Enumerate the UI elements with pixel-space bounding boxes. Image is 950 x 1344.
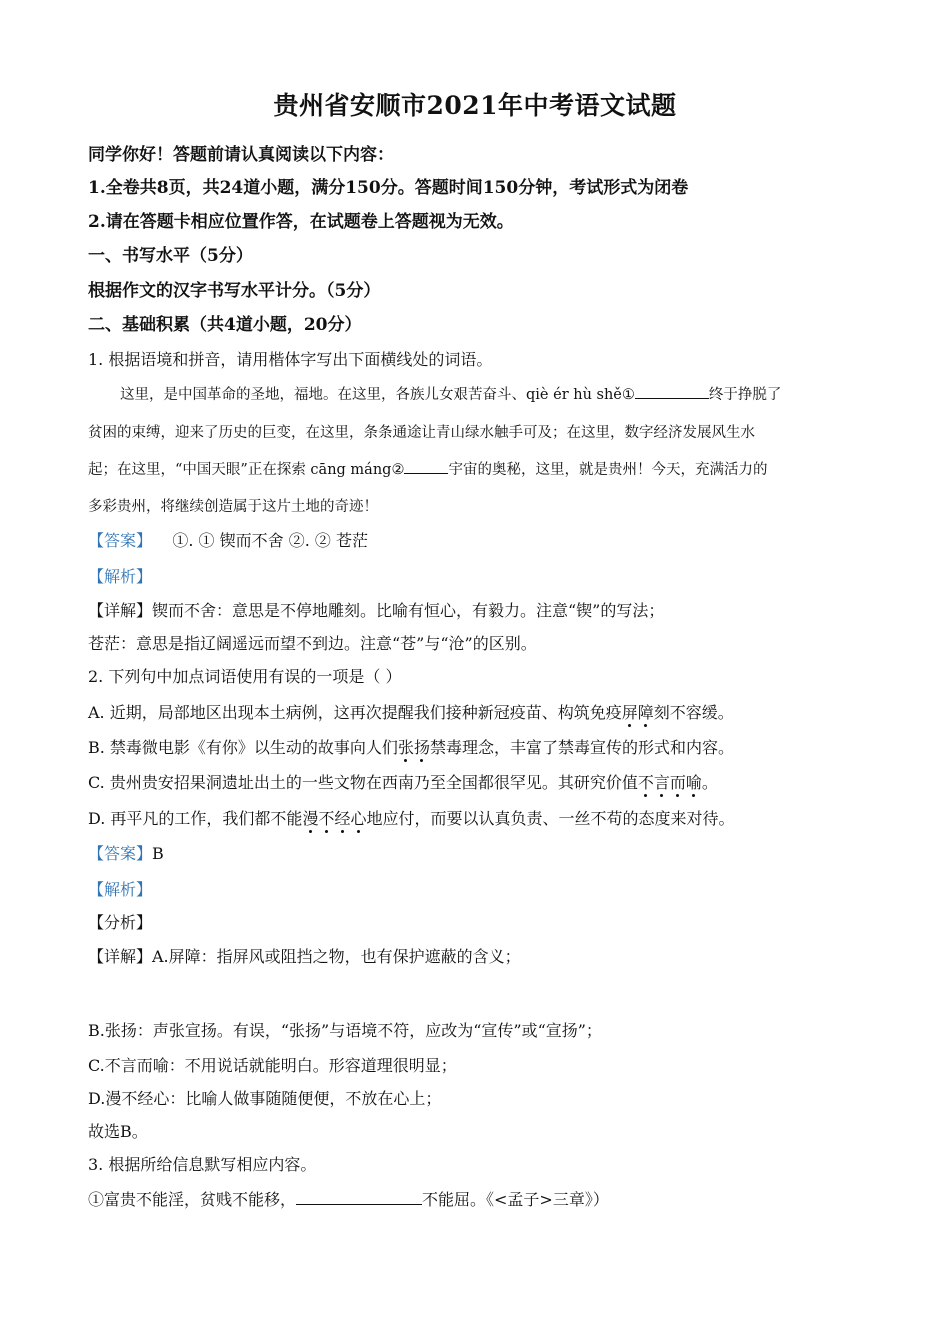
dotted-char: 而 <box>669 773 686 792</box>
answer-blank-1 <box>635 384 709 399</box>
answer-text: B <box>152 844 164 863</box>
q2-analysis-tag: 【解析】 <box>88 880 153 899</box>
dotted-char: 言 <box>653 773 670 792</box>
q1-passage-text: 终于挣脱了 <box>708 387 782 403</box>
q1-analysis-tag: 【解析】 <box>88 567 153 586</box>
blank-marker-1: ① <box>621 387 635 403</box>
dotted-char: 障 <box>637 703 654 722</box>
q2-option-c <box>88 772 718 794</box>
q1-passage-line-2: 贫困的束缚，迎来了历史的巨变，在这里，条条通途让青山绿水触手可及；在这里，数字经济发展风生水 <box>88 425 755 441</box>
q3-text: 不能屈。《<孟子>三章》） <box>422 1190 609 1209</box>
q3-stem: 3. 根据所给信息默写相应内容。 <box>88 1155 317 1174</box>
dotted-char: 喻 <box>685 773 702 792</box>
option-text: B. 禁毒微电影《有你》以生动的故事向人们 <box>88 738 398 757</box>
q1-passage-text: 这里，是中国革命的圣地，福地。在这里，各族儿女艰苦奋斗、qiè ér hù shě <box>120 387 622 403</box>
q1-passage-line-3 <box>88 459 767 481</box>
answer-blank-3 <box>296 1190 422 1205</box>
intro-rule-2: 2.请在答题卡相应位置作答，在试题卷上答题视为无效。 <box>88 212 514 232</box>
dotted-char: 不 <box>637 773 654 792</box>
q2-detail-1: 【详解】A.屏障：指屏风或阻挡之物，也有保护遮蔽的含义； <box>88 947 521 966</box>
q1-passage-text: 宇宙的奥秘，这里，就是贵州！今天，充满活力的 <box>448 462 768 478</box>
q1-passage-text: 起；在这里，“中国天眼”正在探索 cāng máng <box>88 462 392 478</box>
option-text: 刻不容缓。 <box>653 703 734 722</box>
q1-passage-line-4: 多彩贵州，将继续创造属于这片土地的奇迹！ <box>88 499 378 515</box>
q1-stem: 1. 根据语境和拼音，请用楷体字写出下面横线处的词语。 <box>88 350 493 369</box>
q3-line-1 <box>88 1189 609 1211</box>
q2-fenxi-tag: 【分析】 <box>88 913 153 932</box>
option-text: A. 近期，局部地区出现本土病例，这再次提醒我们接种新冠疫苗、构筑免疫 <box>88 703 622 722</box>
dotted-char: 心 <box>350 809 367 828</box>
q1-answer <box>88 530 368 552</box>
q2-answer <box>88 843 164 865</box>
q1-detail-2: 苍茫：意思是指辽阔遥远而望不到边。注意“苍”与“沧”的区别。 <box>88 634 537 653</box>
option-text: 。 <box>701 773 718 792</box>
page-title: 贵州省安顺市2021年中考语文试题 <box>273 91 677 120</box>
q2-option-b <box>88 737 734 759</box>
dotted-char: 扬 <box>413 738 430 757</box>
section-1-text: 根据作文的汉字书写水平计分。（5分） <box>88 281 381 301</box>
option-text: D. 再平凡的工作，我们都不能 <box>88 809 303 828</box>
q2-stem: 2. 下列句中加点词语使用有误的一项是（ ） <box>88 667 402 686</box>
q2-option-d <box>88 808 735 830</box>
q2-detail-5: 故选B。 <box>88 1122 148 1141</box>
answer-text: ①. ① 锲而不舍 ②. ② 苍茫 <box>172 531 368 550</box>
section-2-heading: 二、基础积累（共4道小题，20分） <box>88 315 362 335</box>
q1-detail-1: 【详解】锲而不舍：意思是不停地雕刻。比喻有恒心，有毅力。注意“锲”的写法； <box>88 601 665 620</box>
section-1-heading: 一、书写水平（5分） <box>88 246 253 266</box>
dotted-char: 经 <box>334 809 351 828</box>
dotted-char: 张 <box>397 738 414 757</box>
q2-detail-4: D.漫不经心：比喻人做事随随便便，不放在心上； <box>88 1089 442 1108</box>
q2-option-a <box>88 702 734 724</box>
dotted-char: 漫 <box>302 809 319 828</box>
dotted-char: 不 <box>318 809 335 828</box>
answer-tag: 【答案】 <box>88 844 153 863</box>
option-text: 地应付，而要以认真负责、一丝不苟的态度来对待。 <box>366 809 735 828</box>
option-text: C. 贵州贵安招果洞遗址出土的一些文物在西南乃至全国都很罕见。其研究价值 <box>88 773 638 792</box>
blank-marker-2: ② <box>391 462 405 478</box>
intro-rule-1: 1.全卷共8页，共24道小题，满分150分。答题时间150分钟，考试形式为闭卷 <box>88 178 689 198</box>
q3-text: ①富贵不能淫，贫贱不能移， <box>88 1190 297 1209</box>
answer-blank-2 <box>404 459 448 474</box>
answer-tag: 【答案】 <box>88 531 153 550</box>
intro-greeting: 同学你好！答题前请认真阅读以下内容： <box>88 145 394 165</box>
dotted-char: 屏 <box>621 703 638 722</box>
q1-passage-line-1 <box>120 384 781 406</box>
q2-detail-2: B.张扬：声张宣扬。有误，“张扬”与语境不符，应改为“宣传”或“宣扬”； <box>88 1021 602 1040</box>
option-text: 禁毒理念，丰富了禁毒宣传的形式和内容。 <box>429 738 734 757</box>
q2-detail-3: C.不言而喻：不用说话就能明白。形容道理很明显； <box>88 1056 457 1075</box>
